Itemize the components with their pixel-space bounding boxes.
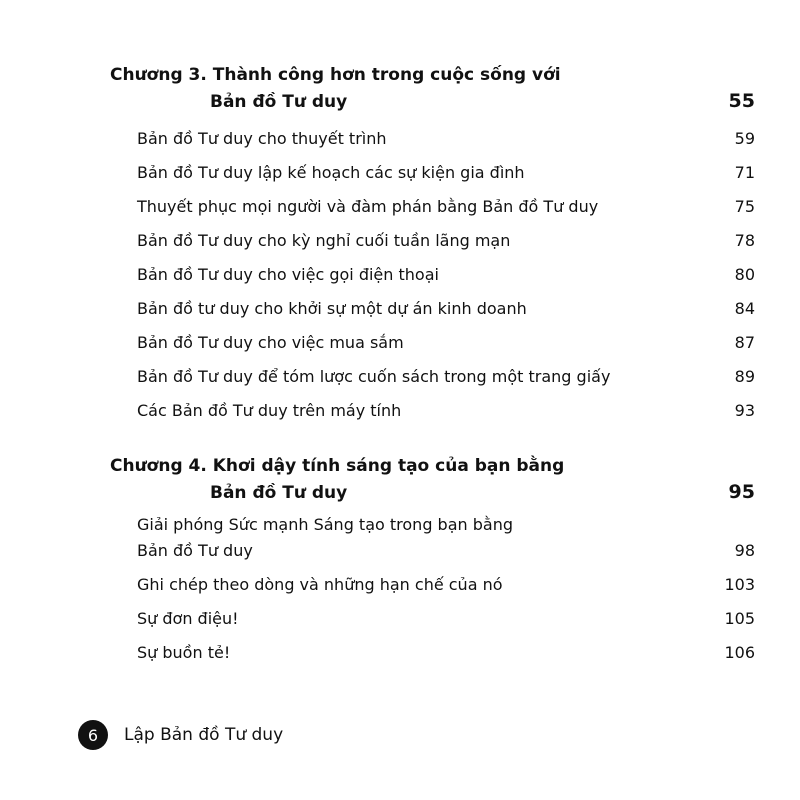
toc-entry (137, 258, 755, 292)
toc-entry (137, 394, 755, 428)
chapter-subtitle: Bản đồ Tư duy (210, 92, 348, 112)
entry-title: Sự đơn điệu! (137, 609, 239, 628)
entry-page-number: 71 (734, 163, 755, 182)
entry-page-number: 78 (734, 231, 755, 250)
toc-entry (137, 514, 755, 568)
toc-entry (137, 292, 755, 326)
entry-title: Bản đồ Tư duy cho thuyết trình (137, 129, 387, 148)
entry-page-number: 106 (724, 643, 755, 662)
page-footer (78, 720, 283, 750)
entry-title: Ghi chép theo dòng và những hạn chế của nó (137, 575, 503, 594)
entry-page-number: 93 (734, 401, 755, 420)
entry-page-number: 80 (734, 265, 755, 284)
chapter-subtitle: Bản đồ Tư duy (210, 483, 348, 503)
toc-entry (137, 190, 755, 224)
entry-title: Bản đồ Tư duy cho việc gọi điện thoại (137, 265, 439, 284)
entry-title: Bản đồ Tư duy cho việc mua sắm (137, 333, 404, 352)
entry-page-number: 105 (724, 609, 755, 628)
entry-title: Thuyết phục mọi người và đàm phán bằng Bản đồ Tư duy (137, 197, 599, 216)
entry-page-number: 103 (724, 575, 755, 594)
chapter-title-row (110, 479, 755, 506)
entry-title: Sự buồn tẻ! (137, 643, 231, 662)
toc-entry (137, 156, 755, 190)
entry-page-number: 87 (734, 333, 755, 352)
chapter-title: Chương 4. Khơi dậy tính sáng tạo của bạn bằng (110, 456, 565, 476)
toc-entry (137, 122, 755, 156)
toc-entry (137, 360, 755, 394)
entry-page-number: 84 (734, 299, 755, 318)
entry-page-number: 59 (734, 129, 755, 148)
toc-entry (137, 568, 755, 602)
chapter-heading (110, 62, 755, 115)
chapter-page-number: 55 (728, 90, 755, 112)
entry-title: Bản đồ tư duy cho khởi sự một dự án kinh doanh (137, 299, 527, 318)
page-number-badge: 6 (78, 720, 108, 750)
entry-title: Giải phóng Sức mạnh Sáng tạo trong bạn bằng Bản đồ Tư duy (137, 515, 513, 560)
entry-title: Các Bản đồ Tư duy trên máy tính (137, 401, 402, 420)
chapter-title-row (110, 88, 755, 115)
chapter-title: Chương 3. Thành công hơn trong cuộc sống với (110, 65, 561, 85)
entry-page-number: 75 (734, 197, 755, 216)
entry-title: Bản đồ Tư duy để tóm lược cuốn sách trong một trang giấy (137, 367, 611, 386)
entry-title: Bản đồ Tư duy lập kế hoạch các sự kiện gia đình (137, 163, 525, 182)
toc-entry (137, 224, 755, 258)
section-list (137, 122, 755, 428)
chapter-page-number: 95 (728, 481, 755, 503)
toc-entry (137, 636, 755, 670)
entry-title: Bản đồ Tư duy cho kỳ nghỉ cuối tuần lãng mạn (137, 231, 511, 250)
toc-entry (137, 602, 755, 636)
toc-entry (137, 326, 755, 360)
running-title: Lập Bản đồ Tư duy (124, 725, 284, 745)
entry-page-number: 89 (734, 367, 755, 386)
section-list (137, 514, 755, 670)
entry-page-number: 98 (734, 541, 755, 560)
chapter-heading (110, 453, 755, 506)
